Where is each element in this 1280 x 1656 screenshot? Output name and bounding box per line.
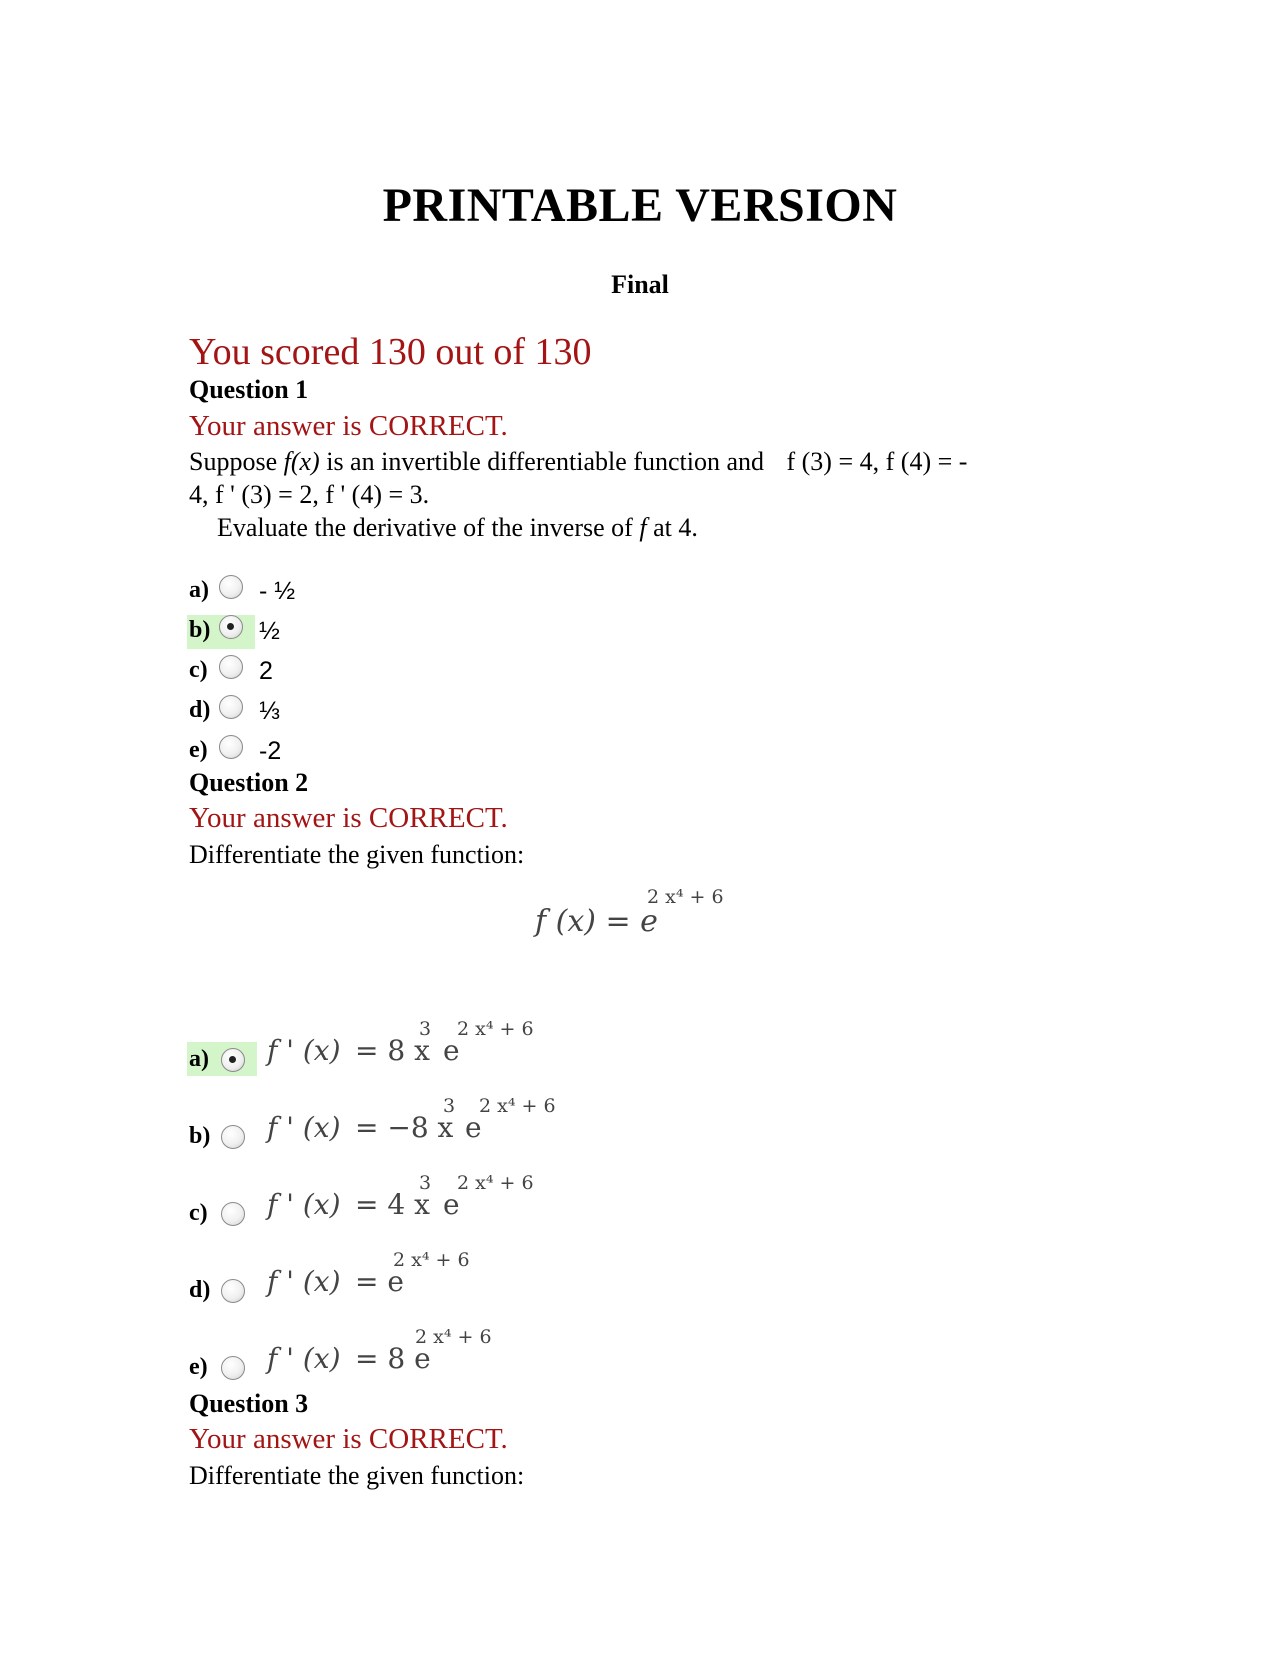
option-value: 2 [259, 657, 273, 685]
radio-button[interactable] [221, 1048, 245, 1072]
option-exponent: 2 x⁴ + 6 [457, 1172, 534, 1194]
radio-button[interactable] [219, 695, 243, 719]
q1-option-b[interactable] [189, 613, 309, 649]
option-rhs: = e [355, 1265, 404, 1298]
question-2-status: Your answer is CORRECT. [189, 802, 508, 834]
option-rhs: = −8 x [355, 1111, 454, 1144]
option-xpow: 3 [443, 1095, 456, 1117]
radio-button[interactable] [221, 1279, 245, 1303]
formula-exponent: 2 x⁴ + 6 [647, 886, 724, 908]
question-2-heading: Question 2 [189, 768, 309, 797]
radio-button[interactable] [221, 1202, 245, 1226]
option-letter: c) [189, 1200, 208, 1226]
q1-option-a[interactable] [189, 573, 309, 609]
option-base: e [443, 1034, 460, 1067]
radio-button[interactable] [219, 735, 243, 759]
option-letter: c) [189, 657, 208, 683]
option-rhs: = 8 e [355, 1342, 431, 1375]
option-exponent: 2 x⁴ + 6 [457, 1018, 534, 1040]
option-letter: b) [189, 1123, 211, 1149]
q1-option-c[interactable] [189, 653, 309, 689]
option-lhs: f ' (x) [267, 1111, 341, 1144]
question-2-text: Differentiate the given function: [189, 840, 525, 869]
option-base: e [443, 1188, 460, 1221]
option-lhs: f ' (x) [267, 1188, 341, 1221]
option-exponent: 2 x⁴ + 6 [479, 1095, 556, 1117]
option-rhs: = 4 x [355, 1188, 430, 1221]
option-rhs: = 8 x [355, 1034, 430, 1067]
option-lhs: f ' (x) [267, 1034, 341, 1067]
q1-option-d[interactable] [189, 693, 309, 729]
q2-option-e[interactable] [189, 1328, 609, 1388]
radio-button[interactable] [219, 615, 243, 639]
option-value: -2 [259, 737, 282, 765]
page-subtitle: Final [611, 270, 669, 299]
radio-button[interactable] [219, 575, 243, 599]
question-1-status: Your answer is CORRECT. [189, 410, 508, 442]
option-lhs: f ' (x) [267, 1265, 341, 1298]
option-value: ⅓ [259, 697, 280, 725]
option-xpow: 3 [419, 1018, 432, 1040]
q2-option-b[interactable] [189, 1097, 609, 1157]
option-letter: a) [189, 577, 209, 603]
option-letter: a) [189, 1046, 209, 1072]
option-exponent: 2 x⁴ + 6 [393, 1249, 470, 1271]
option-value: ½ [259, 617, 280, 645]
option-letter: d) [189, 1277, 211, 1303]
question-1-heading: Question 1 [189, 375, 309, 404]
question-1-text: Suppose f(x) is an invertible differentiable function and f (3) = 4, f (4) = - 4, f ' (3) = 2, f ' (4) = 3. Evaluate the derivative of the inverse of f at 4. [189, 447, 968, 542]
question-3-heading: Question 3 [189, 1389, 309, 1418]
radio-button[interactable] [219, 655, 243, 679]
option-letter: e) [189, 1354, 208, 1380]
radio-button[interactable] [221, 1125, 245, 1149]
question-2-formula [535, 886, 755, 950]
option-letter: e) [189, 737, 208, 763]
q2-option-a[interactable] [189, 1020, 609, 1080]
q2-option-c[interactable] [189, 1174, 609, 1234]
option-value: - ½ [259, 577, 296, 605]
option-base: e [465, 1111, 482, 1144]
page-title: PRINTABLE VERSION [382, 179, 898, 232]
option-xpow: 3 [419, 1172, 432, 1194]
option-lhs: f ' (x) [267, 1342, 341, 1375]
q2-option-d[interactable] [189, 1251, 609, 1311]
radio-button[interactable] [221, 1356, 245, 1380]
option-letter: b) [189, 617, 211, 643]
option-exponent: 2 x⁴ + 6 [415, 1326, 492, 1348]
score-text: You scored 130 out of 130 [189, 331, 592, 373]
formula-lhs: f (x) = e [535, 904, 658, 939]
question-3-text: Differentiate the given function: [189, 1461, 525, 1490]
q1-option-e[interactable] [189, 733, 309, 769]
option-letter: d) [189, 697, 211, 723]
question-3-status: Your answer is CORRECT. [189, 1423, 508, 1455]
